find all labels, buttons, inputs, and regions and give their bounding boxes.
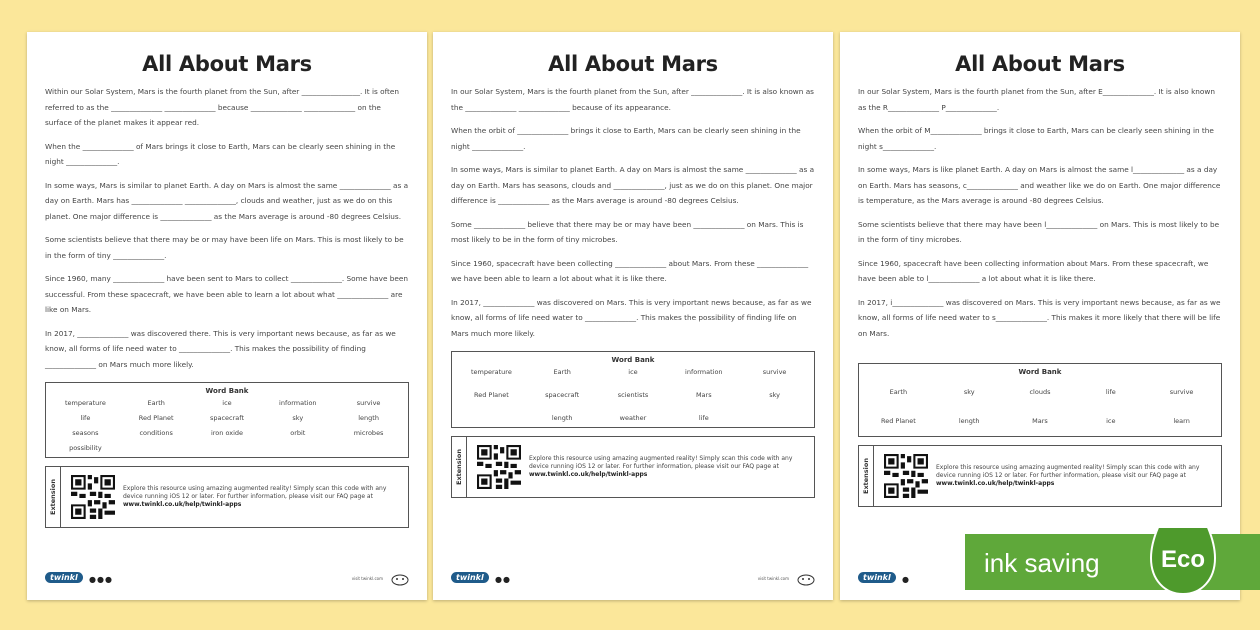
worksheet-title: All About Mars xyxy=(955,52,1125,76)
word-bank-title: Word Bank xyxy=(205,387,249,395)
extension-label-cell xyxy=(452,437,467,497)
word-bank-word xyxy=(456,414,527,423)
paragraph: Since 1960, spacecraft have been collecting ______________ about Mars. From these ______________ we have been able to learn a lot about what it is like there. xyxy=(451,258,809,283)
paragraph: Some scientists believe that there may have been l______________ on Mars. This is most likely to be in the form of tiny microbes. xyxy=(858,219,1220,244)
extension-text xyxy=(936,464,1221,488)
extension-box xyxy=(45,466,409,528)
footer xyxy=(451,572,815,586)
word-bank-word: spacecraft xyxy=(209,414,244,422)
mascot-icon xyxy=(391,572,409,586)
paragraph: In 2017, ______________ was discovered on Mars. This is very important news because, as far as we know, all forms of life need water to ______________. This makes the possibility of finding life on Mars much more likely. xyxy=(451,297,812,338)
extension-box xyxy=(858,445,1222,507)
worksheet-2 xyxy=(433,32,833,600)
word-bank-title: Word Bank xyxy=(1018,368,1062,376)
footer-text: visit twinkl.com xyxy=(757,576,789,581)
word-bank-word: Earth xyxy=(889,388,908,396)
word-bank-word: length xyxy=(551,414,573,422)
paragraph: Within our Solar System, Mars is the fourth planet from the Sun, after ________________. It is often referred to as the ______________ ______________ because ______________ ______________ on the surface of the planet makes it appear red. xyxy=(45,87,400,127)
word-bank-word: ice xyxy=(1106,417,1116,425)
word-bank-word: Earth xyxy=(147,399,165,407)
word-bank-word: microbes xyxy=(353,429,384,437)
extension-description: Explore this resource using amazing augmented reality! Simply scan this code with any device running iOS 12 or later. For further information, please visit our FAQ page at xyxy=(529,455,793,470)
paragraph: When the ______________ of Mars brings it close to Earth, Mars can be clearly seen shining in the night ______________. xyxy=(45,141,396,166)
footer xyxy=(45,572,409,586)
word-bank-word: orbit xyxy=(290,429,306,437)
footer-text: visit twinkl.com xyxy=(351,576,383,581)
paragraph: In some ways, Mars is like planet Earth. A day on Mars is almost the same l______________ as a day on Earth. Mars has seasons, c______________ and weather like we do on Earth. One major difference is temperature, as the Mars average is around -80 degrees Celsius. xyxy=(858,165,1221,205)
extension-link[interactable]: www.twinkl.co.uk/help/twinkl-apps xyxy=(123,501,242,508)
extension-description: Explore this resource using amazing augmented reality! Simply scan this code with any device running iOS 12 or later. For further information, please visit our FAQ page at xyxy=(123,485,387,500)
word-bank-word: Red Planet xyxy=(138,414,174,422)
extension-label-cell xyxy=(859,446,874,506)
word-bank-word: temperature xyxy=(64,399,106,407)
extension-text xyxy=(529,455,814,479)
word-bank-word: Red Planet xyxy=(474,391,509,399)
word-bank-word: iron oxide xyxy=(210,429,244,437)
extension-box xyxy=(451,436,815,498)
word-bank xyxy=(858,363,1222,437)
paragraph: Some ______________ believe that there may be or may have been ______________ on Mars. This is most likely to be in the form of tiny microbes. xyxy=(451,219,804,244)
twinkl-logo: twinkl xyxy=(858,572,896,583)
worksheet-1 xyxy=(27,32,427,600)
word-bank xyxy=(45,382,409,458)
word-bank-word: Mars xyxy=(1032,417,1048,425)
word-bank-word xyxy=(739,414,810,423)
paragraph: In some ways, Mars is similar to planet Earth. A day on Mars is almost the same ______________ as a day on Earth. Mars has seasons, clouds and ______________, just as we do on this planet. One major difference is ______________ as the Mars average is around -80 degrees Celsius. xyxy=(451,165,815,205)
word-bank-word: survive xyxy=(762,368,787,376)
paragraph: When the orbit of M______________ brings it close to Earth, Mars can be clearly seen shining in the night s______________. xyxy=(858,126,1214,151)
paragraph: In our Solar System, Mars is the fourth planet from the Sun, after ______________. It is also known as the ______________ ______________ because of its appearance. xyxy=(451,87,814,112)
word-bank-word: ice xyxy=(628,368,638,376)
word-bank-word: survive xyxy=(356,399,381,407)
paragraph: Since 1960, spacecraft have been collecting information about Mars. From these spacecraft, we have been able to l______________ a lot about what it is like there. xyxy=(858,258,1209,283)
word-bank-word: length xyxy=(358,414,379,422)
worksheet-title: All About Mars xyxy=(548,52,718,76)
extension-text xyxy=(123,485,408,509)
word-bank-word: life xyxy=(80,414,91,422)
word-bank-word: temperature xyxy=(470,368,512,376)
extension-label-cell xyxy=(46,467,61,527)
word-bank-word: Mars xyxy=(695,391,712,399)
eco-label: Eco xyxy=(1161,546,1206,573)
word-bank-word: sky xyxy=(292,414,304,422)
word-bank-word: weather xyxy=(619,414,647,422)
word-bank-title: Word Bank xyxy=(611,356,655,364)
difficulty-dots: ●● xyxy=(495,575,511,584)
paragraph: In 2017, ______________ was discovered there. This is very important news because, as far as we know, all forms of life need water to ______________. This makes the possibility of finding ______________ on Mars much more likely. xyxy=(45,328,396,369)
extension-description: Explore this resource using amazing augmented reality! Simply scan this code with any device running iOS 12 or later. For further information, please visit our FAQ page at xyxy=(936,464,1200,479)
extension-label: Extension xyxy=(455,449,463,485)
word-bank-word: scientists xyxy=(617,391,649,399)
word-bank-word: conditions xyxy=(139,429,173,437)
word-bank-word: length xyxy=(958,417,980,425)
twinkl-logo: twinkl xyxy=(45,572,83,583)
mascot-icon xyxy=(797,572,815,586)
word-bank-word: information xyxy=(279,399,317,407)
word-bank-word: life xyxy=(698,414,709,422)
twinkl-logo: twinkl xyxy=(451,572,489,583)
difficulty-dots: ● xyxy=(902,575,910,584)
qr-code-icon[interactable] xyxy=(477,445,521,489)
word-bank-word: ice xyxy=(222,399,232,407)
extension-label: Extension xyxy=(862,458,870,494)
extension-label: Extension xyxy=(49,479,57,515)
paragraph: When the orbit of ______________ brings it close to Earth, Mars can be clearly seen shining in the night ______________. xyxy=(451,126,801,151)
difficulty-dots: ●●● xyxy=(89,575,113,584)
paragraph: In our Solar System, Mars is the fourth planet from the Sun, after E______________. It is also known as the R______________ P______________. xyxy=(858,87,1215,112)
word-bank xyxy=(451,351,815,428)
word-bank-word: seasons xyxy=(72,429,99,437)
ink-saving-label: ink saving xyxy=(984,548,1100,578)
paragraph: In some ways, Mars is similar to planet Earth. A day on Mars is almost the same ______________ as a day on Earth. Mars has ______________ ______________, clouds and weather, just as we do on this planet. One major difference is ______________ as the Mars average is around -80 degrees Celsius. xyxy=(45,180,409,221)
word-bank-word: Earth xyxy=(553,368,571,376)
word-bank-word: Red Planet xyxy=(881,417,916,425)
extension-link[interactable]: www.twinkl.co.uk/help/twinkl-apps xyxy=(936,480,1055,487)
word-bank-word: spacecraft xyxy=(545,391,580,399)
paragraph: Some scientists believe that there may be or may have been life on Mars. This is most likely to be in the form of tiny ______________. xyxy=(45,235,404,260)
word-bank-word: clouds xyxy=(1029,388,1051,396)
word-bank-word: sky xyxy=(963,388,975,396)
paragraph: In 2017, i______________ was discovered on Mars. This is very important news because, as far as we know, all forms of life need water to s______________. This makes it more likely that there will be life on Mars. xyxy=(858,297,1221,338)
word-bank-word: information xyxy=(685,368,723,376)
word-bank-word: sky xyxy=(769,391,780,399)
paragraph: Since 1960, many ______________ have been sent to Mars to collect ______________. Some have been successful. From these spacecraft, we have been able to learn a lot about what ______________ are like on Mars. xyxy=(45,274,409,314)
word-bank-word: possibility xyxy=(69,444,102,452)
word-bank-word: life xyxy=(1105,388,1116,396)
worksheet-3 xyxy=(840,32,1240,600)
qr-code-icon[interactable] xyxy=(884,454,928,498)
worksheet-title: All About Mars xyxy=(142,52,312,76)
word-bank-word: learn xyxy=(1173,417,1190,425)
word-bank-word: survive xyxy=(1169,388,1194,396)
qr-code-icon[interactable] xyxy=(71,475,115,519)
extension-link[interactable]: www.twinkl.co.uk/help/twinkl-apps xyxy=(529,471,648,478)
